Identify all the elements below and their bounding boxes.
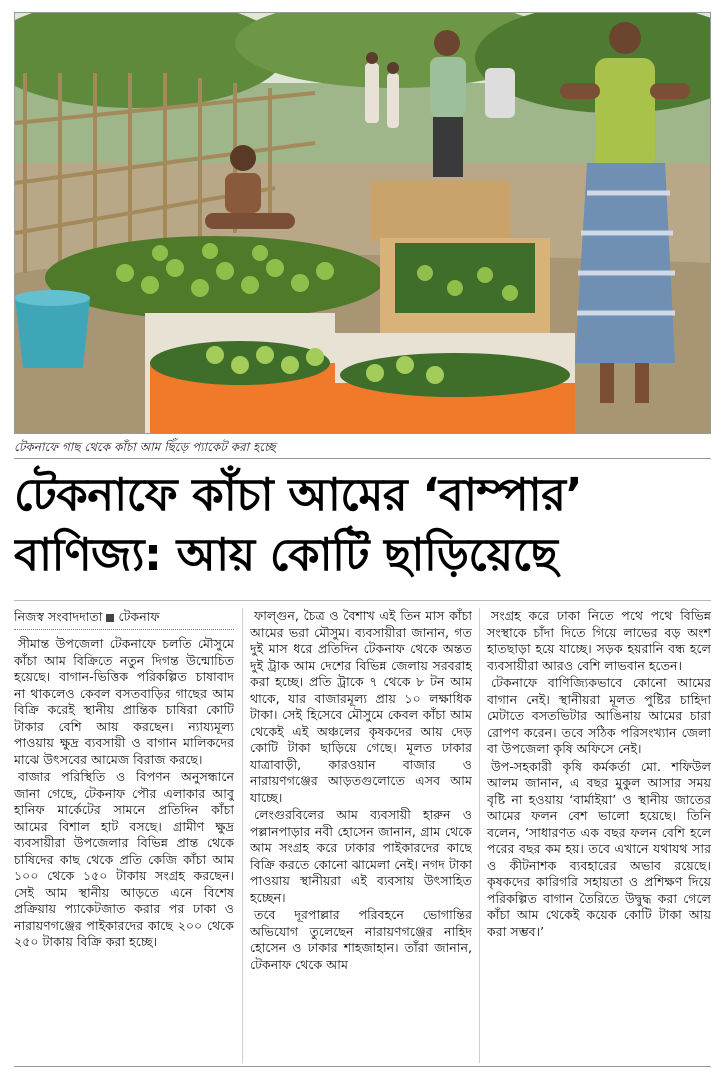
byline-place: টেকনাফ xyxy=(118,609,160,624)
paragraph: তবে দূরপাল্লার পরিবহনে ভোগান্তির অভিযোগ তুলেছেন নারায়ণগঞ্জের নাহিদ হোসেন ও ঢাকার শাহজাহান। তাঁরা জানান, টেকনাফ থেকে আম xyxy=(250,907,472,972)
paragraph: সংগ্রহ করে ঢাকা নিতে পথে পথে বিভিন্ন সংস্থাকে চাঁদা দিতে গিয়ে লাভের বড় অংশ হাতছাড়া হয়ে যাচ্ছে। সড়ক হয়রানি বন্ধ হলে ব্যবসায়ীরা আরও বেশি লাভবান হতেন। xyxy=(487,608,711,673)
paragraph: বাজার পরিস্থিতি ও বিপণন অনুসন্ধানে জানা গেছে, টেকনাফ পৌর এলাকার আবু হানিফ মার্কেটের সামনে প্রতিদিন কাঁচা আমের বিশাল হাট বসছে। গ্রামীণ ক্ষুদ্র ব্যবসায়ীরা উপজেলার বিভিন্ন প্রান্ত থেকে চাষিদের কাছ থেকে প্রতি কেজি কাঁচা আম ১০০ থেকে ১৫০ টাকায় সংগ্রহ করছেন। সেই আম স্থানীয় আড়তে এনে বিশেষ প্রক্রিয়ায় প্যাকেটজাত করার পর ঢাকা ও নারায়ণগঞ্জের পাইকারদের কাছে ২০০ থেকে ২৫০ টাকায় বিক্রি করা হচ্ছে। xyxy=(14,769,234,949)
news-photo xyxy=(14,12,711,434)
headline-line-2: বাণিজ্য: আয় কোটি ছাড়িয়েছে xyxy=(14,528,558,581)
paragraph: সীমান্ত উপজেলা টেকনাফে চলতি মৌসুমে কাঁচা আম বিক্রিতে নতুন দিগন্ত উন্মোচিত হয়েছে। বাগান-ভিত্তিক পরিকল্পিত চাষাবাদ না থাকলেও কেবল বসতবাড়ির গাছের আম বিক্রি করেই স্থানীয় প্রান্তিক চাষিরা কোটি টাকার বেশি আয় করছেন। ন্যায্যমূল্য পাওয়ায় ক্ষুদ্র ব্যবসায়ী ও বাগান মালিকদের মাঝে উৎসবের আমেজ বিরাজ করছে। xyxy=(14,636,234,767)
photo-caption: টেকনাফে গাছ থেকে কাঁচা আম ছিঁড়ে প্যাকেট করা হচ্ছে xyxy=(14,440,276,454)
caption-divider xyxy=(14,458,711,459)
paragraph: টেকনাফে বাণিজ্যিকভাবে কোনো আমের বাগান নেই। স্থানীয়রা মূলত পুষ্টির চাহিদা মেটাতে বসতভিটার আঙিনায় আমের চারা রোপণ করেন। তবে সঠিক পরিসংখ্যান জেলা বা উপজেলা কৃষি অফিসে নেই। xyxy=(487,675,711,756)
headline-line-1: টেকনাফে কাঁচা আমের ‘বাম্পার’ xyxy=(14,468,583,521)
headline xyxy=(14,465,711,595)
column-divider xyxy=(242,608,243,1063)
mango-harvest-illustration xyxy=(15,13,711,434)
paragraph: লেংগুরবিলের আম ব্যবসায়ী হারুন ও পল্লানপাড়ার নবী হোসেন জানান, গ্রাম থেকে আম সংগ্রহ করে ঢাকার পাইকারদের কাছে বিক্রি করতে কোনো ঝামেলা নেই। নগদ টাকা পাওয়ায় স্থানীয়রা এই ব্যবসায় উৎসাহিত হচ্ছেন। xyxy=(250,807,472,905)
byline-reporter: নিজস্ব সংবাদদাতা xyxy=(14,609,103,624)
bottom-divider xyxy=(14,1066,711,1067)
headline-divider xyxy=(14,600,711,601)
blue-bucket xyxy=(15,290,90,368)
mango-pile xyxy=(45,236,385,320)
article-column-2 xyxy=(250,608,472,1063)
article-column-3 xyxy=(487,608,711,1063)
column-divider xyxy=(479,608,480,1063)
byline xyxy=(14,608,234,630)
paragraph: উপ-সহকারী কৃষি কর্মকর্তা মো. শফিউল আলম জানান, এ বছর মুকুল আসার সময় বৃষ্টি না হওয়ায় ‘বার্মাইয়া’ ও স্থানীয় জাতের আমের ফলন বেশ ভালো হয়েছে। তিনি বলেন, ‘সাধারণত এক বছর ফলন বেশি হলে পরের বছর কম হয়। তবে এখানে যথাযথ সার ও কীটনাশক ব্যবহারের অভাব রয়েছে। কৃষকদের কারিগরি সহায়তা ও প্রশিক্ষণ দিয়ে পরিকল্পিত বাগান তৈরিতে উদ্বুদ্ধ করা গেলে কাঁচা আম থেকেই কয়েক কোটি টাকা আয় করা সম্ভব।’ xyxy=(487,758,711,939)
paragraph: ফাল্গুন, চৈত্র ও বৈশাখ এই তিন মাস কাঁচা আমের ভরা মৌসুম। ব্যবসায়ীরা জানান, গত দুই মাস ধরে প্রতিদিন টেকনাফ থেকে অন্তত দুই ট্রাক আম দেশের বিভিন্ন জেলায় সরবরাহ করা হচ্ছে। প্রতি ট্রাকে ৭ থেকে ৮ টন আম থাকে, যার বাজারমূল্য প্রায় ১০ লক্ষাধিক টাকা। সেই হিসেবে মৌসুমে কেবল কাঁচা আম থেকেই এই অঞ্চলের কৃষকদের আয় দেড় কোটি টাকা ছাড়িয়ে গেছে। মূলত ঢাকার যাত্রাবাড়ী, কারওয়ান বাজার ও নারায়ণগঞ্জের আড়তগুলোতে এসব আম যাচ্ছে। xyxy=(250,608,472,805)
byline-separator-square xyxy=(106,614,114,622)
article-column-1 xyxy=(14,608,234,1063)
